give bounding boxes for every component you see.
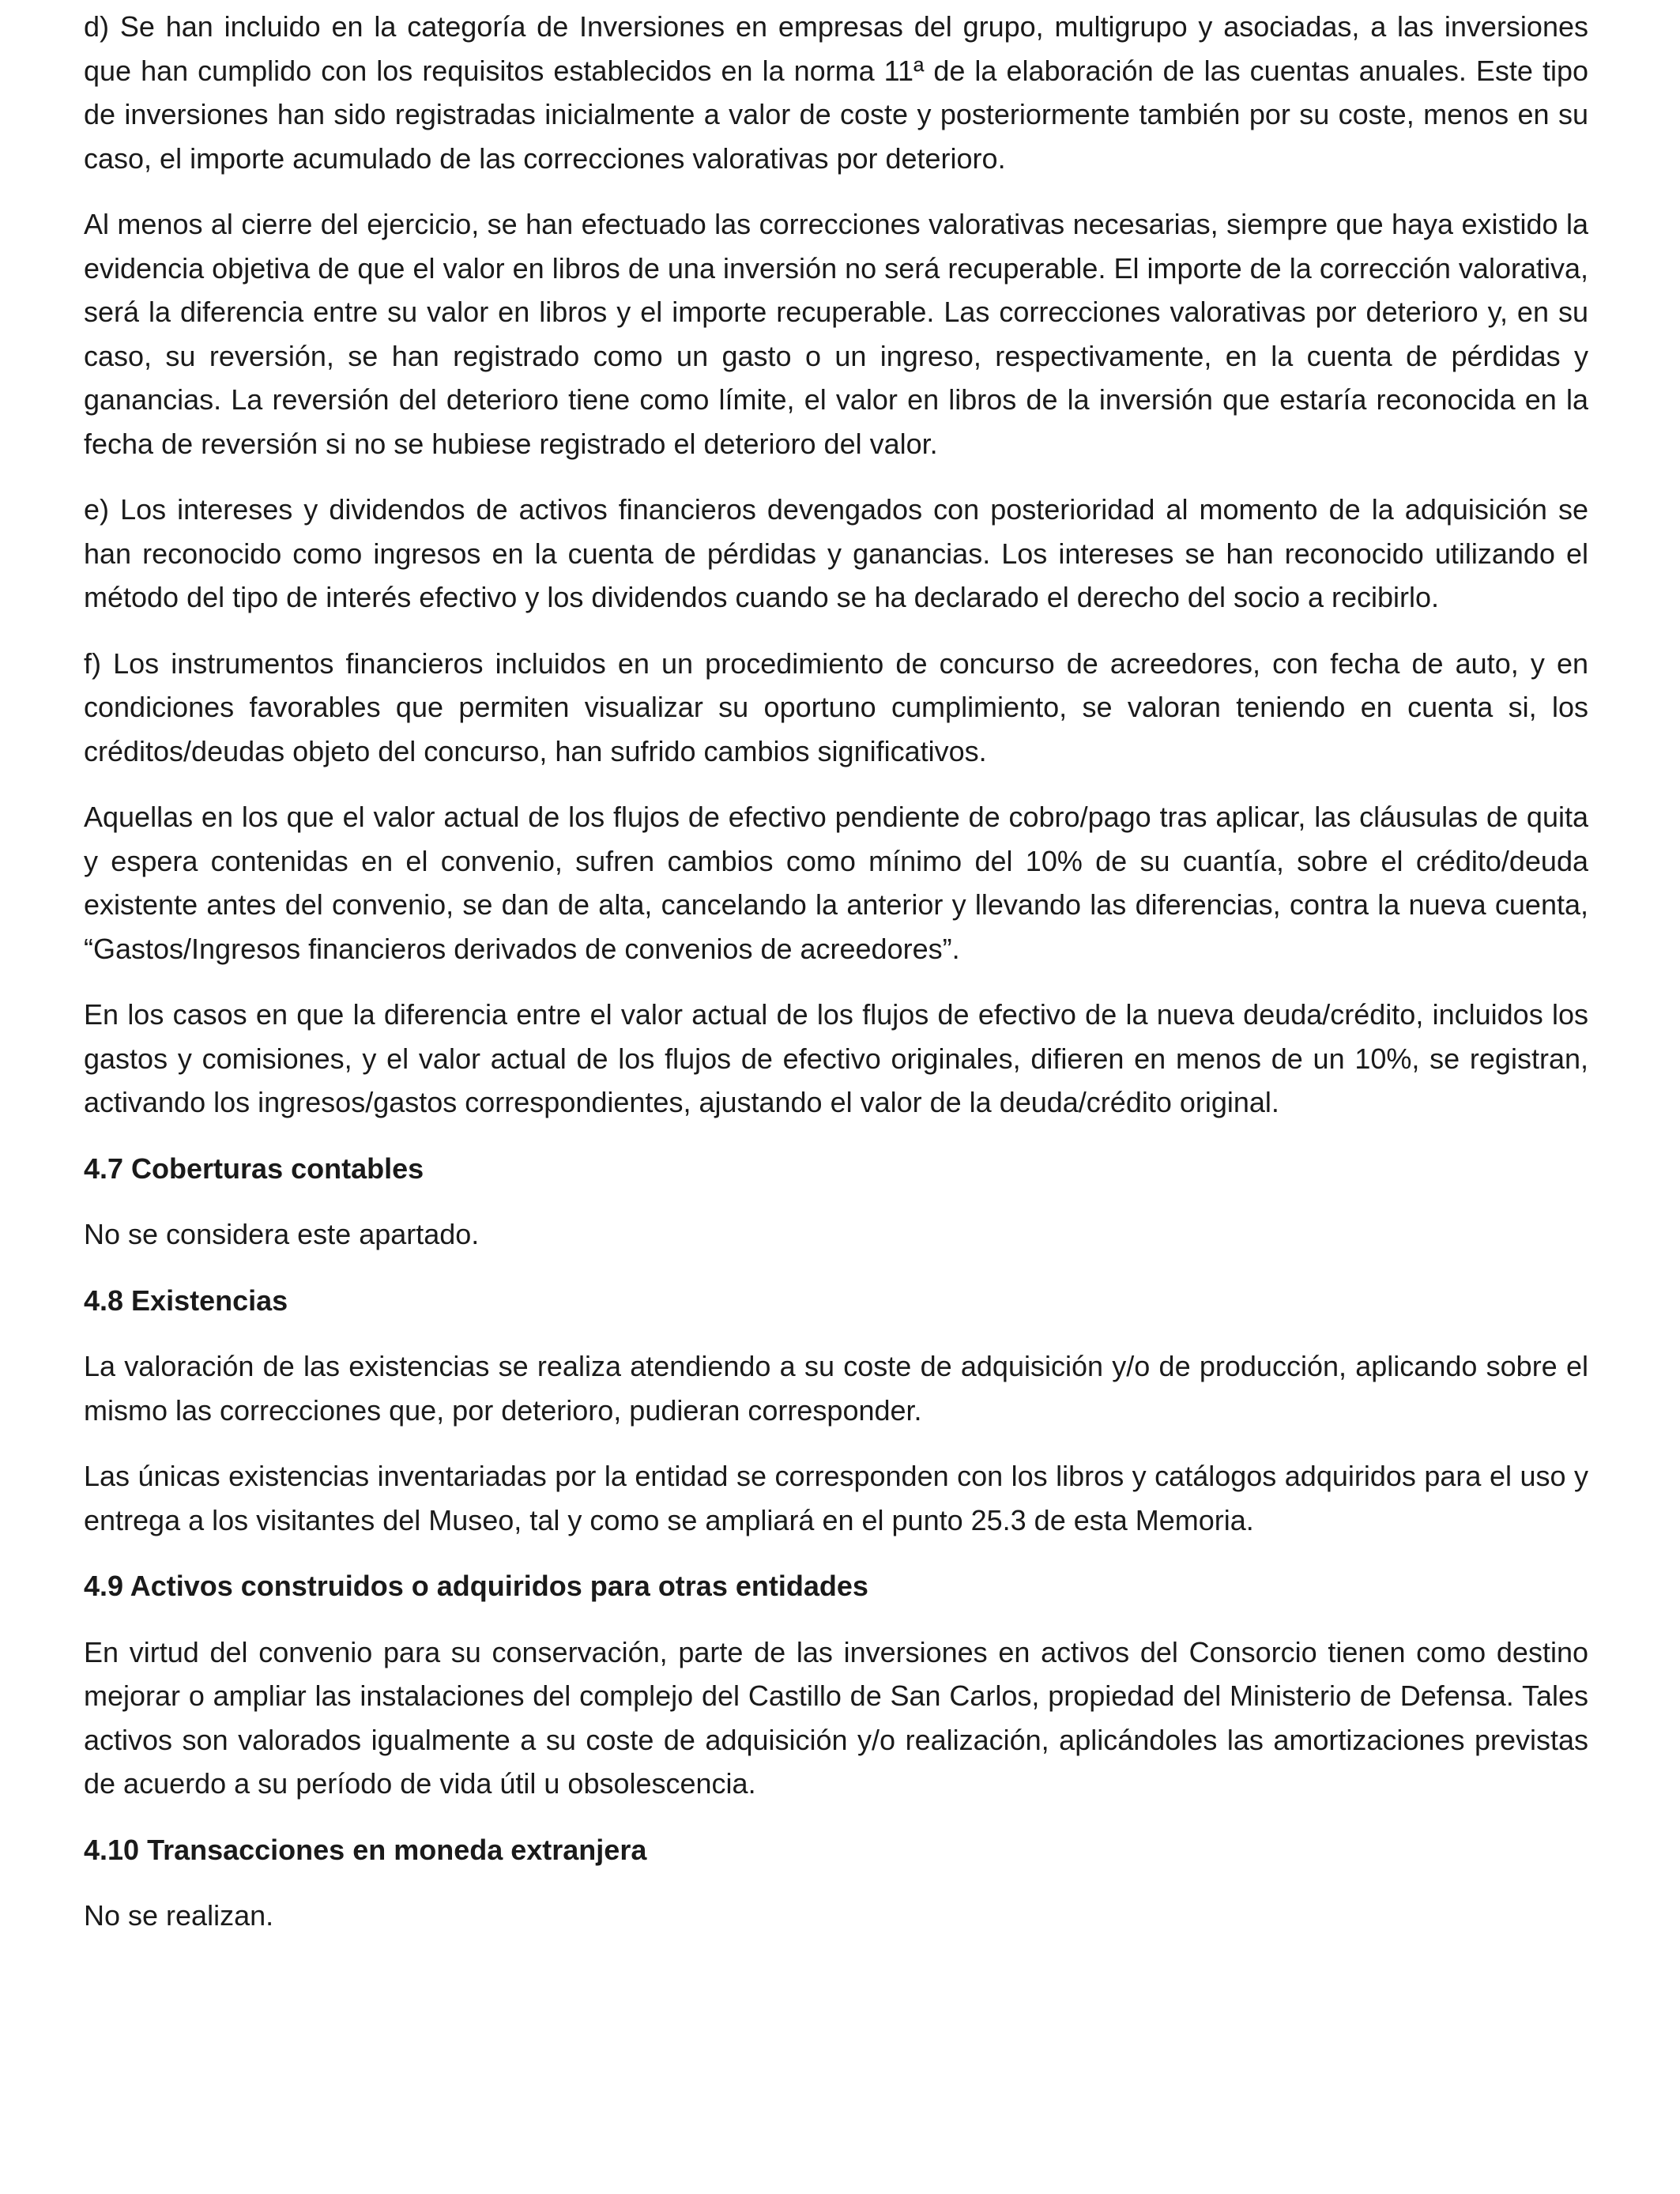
section-text-4-8-valuation: La valoración de las existencias se realiza atendiendo a su coste de adquisición y/o de producción, aplicando sobre el mismo las correcciones que, por deterioro, pudieran corresponder. xyxy=(84,1350,1588,1427)
section-heading-4-8: 4.8 Existencias xyxy=(84,1284,288,1317)
section-heading-4-10: 4.10 Transacciones en moneda extranjera xyxy=(84,1833,647,1866)
paragraph-e-interest-dividends: e) Los intereses y dividendos de activos financieros devengados con posterioridad al momento de la adquisición se han reconocido como ingresos en la cuenta de pérdidas y ganancias. Los intereses se han reconocido utilizando el método del tipo de interés efectivo y los dividendos cuando se ha declarado el derecho del socio a recibirlo. xyxy=(84,493,1588,613)
section-text-4-9: En virtud del convenio para su conservación, parte de las inversiones en activos del Consorcio tienen como destino mejorar o ampliar las instalaciones del complejo del Castillo de San Carlos, propiedad del Ministerio de Defensa. Tales activos son valorados igualmente a su coste de adquisición y/o realización, aplicándoles las amortizaciones previstas de acuerdo a su período de vida útil u obsolescencia. xyxy=(84,1635,1588,1800)
section-heading-4-7: 4.7 Coberturas contables xyxy=(84,1152,424,1185)
paragraph-f-creditor-proceedings: f) Los instrumentos financieros incluidos en un procedimiento de concurso de acreedores, con fecha de auto, y en condiciones favorables que permiten visualizar su oportuno cumplimiento, se valoran teniendo en cuenta si, los créditos/deudas objeto del concurso, han sufrido cambios significativos. xyxy=(84,647,1588,767)
paragraph-minor-differences: En los casos en que la diferencia entre el valor actual de los flujos de efectivo de la nueva deuda/crédito, incluidos los gastos y comisiones, y el valor actual de los flujos de efectivo originales, difieren en menos de un 10%, se registran, activando los ingresos/gastos correspondientes, ajustando el valor de la deuda/crédito original. xyxy=(84,998,1588,1118)
paragraph-impairment-corrections: Al menos al cierre del ejercicio, se han efectuado las correcciones valorativas necesarias, siempre que haya existido la evidencia objetiva de que el valor en libros de una inversión no será recuperable. El importe de la corrección valorativa, será la diferencia entre su valor en libros y el importe recuperable. Las correcciones valorativas por deterioro y, en su caso, su reversión, se han registrado como un gasto o un ingreso, respectivamente, en la cuenta de pérdidas y ganancias. La reversión del deterioro tiene como límite, el valor en libros de la inversión que estaría reconocida en la fecha de reversión si no se hubiese registrado el deterioro del valor. xyxy=(84,208,1588,460)
section-text-4-10: No se realizan. xyxy=(84,1899,274,1932)
paragraph-d-group-investments: d) Se han incluido en la categoría de Inversiones en empresas del grupo, multigrupo y asociadas, a las inversiones que han cumplido con los requisitos establecidos en la norma 11ª de la elaboración de las cuentas anuales. Este tipo de inversiones han sido registradas inicialmente a valor de coste y posteriormente también por su coste, menos en su caso, el importe acumulado de las correcciones valorativas por deterioro. xyxy=(84,10,1588,175)
document-page xyxy=(84,5,1588,1960)
section-text-4-8-inventory: Las únicas existencias inventariadas por la entidad se corresponden con los libros y catálogos adquiridos para el uso y entrega a los visitantes del Museo, tal y como se ampliará en el punto 25.3 de esta Memoria. xyxy=(84,1460,1588,1536)
section-text-4-7: No se considera este apartado. xyxy=(84,1218,480,1250)
paragraph-significant-changes: Aquellas en los que el valor actual de los flujos de efectivo pendiente de cobro/pago tras aplicar, las cláusulas de quita y espera contenidas en el convenio, sufren cambios como mínimo del 10% de su cuantía, sobre el crédito/deuda existente antes del convenio, se dan de alta, cancelando la anterior y llevando las diferencias, contra la nueva cuenta, “Gastos/Ingresos financieros derivados de convenios de acreedores”. xyxy=(84,801,1588,965)
section-heading-4-9: 4.9 Activos construidos o adquiridos para otras entidades xyxy=(84,1570,868,1602)
